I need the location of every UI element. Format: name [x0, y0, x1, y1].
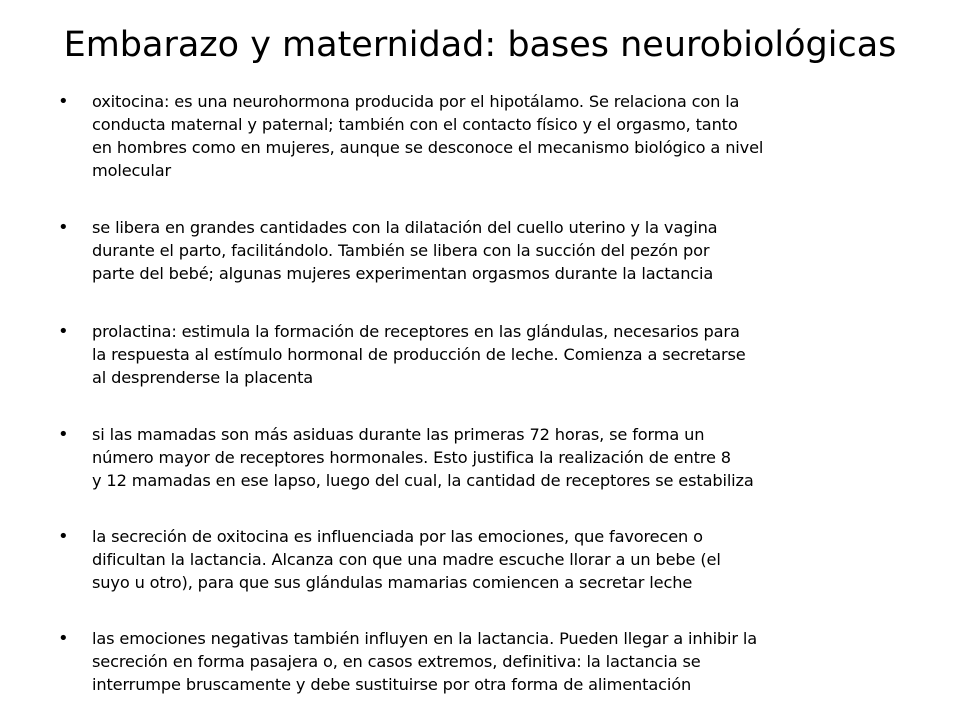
- bullet-line: al desprenderse la placenta: [92, 368, 314, 387]
- bullet-line: suyo u otro), para que sus glándulas mamarias comiencen a secretar leche: [92, 573, 693, 592]
- bullet-marker: •: [58, 424, 69, 445]
- bullet-marker: •: [58, 526, 69, 547]
- slide-title: Embarazo y maternidad: bases neurobiológicas: [63, 25, 897, 65]
- bullet-line: molecular: [92, 161, 172, 180]
- bullet-line: la respuesta al estímulo hormonal de producción de leche. Comienza a secretarse: [92, 345, 746, 364]
- bullet-marker: •: [58, 321, 69, 342]
- bullet-text: [92, 627, 922, 696]
- bullet-marker: •: [58, 628, 69, 649]
- bullet-marker: •: [58, 91, 69, 112]
- bullet-line: en hombres como en mujeres, aunque se desconoce el mecanismo biológico a nivel: [92, 138, 764, 157]
- bullet-line: las emociones negativas también influyen en la lactancia. Pueden llegar a inhibir la: [92, 629, 758, 648]
- bullet-line: se libera en grandes cantidades con la dilatación del cuello uterino y la vagina: [92, 218, 718, 237]
- bullet-line: si las mamadas son más asiduas durante las primeras 72 horas, se forma un: [92, 425, 705, 444]
- bullet-marker: •: [58, 217, 69, 238]
- bullet-line: secreción en forma pasajera o, en casos extremos, definitiva: la lactancia se: [92, 652, 701, 671]
- bullet-line: número mayor de receptores hormonales. Esto justifica la realización de entre 8: [92, 448, 731, 467]
- bullet-line: durante el parto, facilitándolo. También se libera con la succión del pezón por: [92, 241, 710, 260]
- bullet-line: y 12 mamadas en ese lapso, luego del cual, la cantidad de receptores se estabiliza: [92, 471, 754, 490]
- bullet-text: [92, 423, 922, 492]
- bullet-line: dificultan la lactancia. Alcanza con que una madre escuche llorar a un bebe (el: [92, 550, 721, 569]
- bullet-text: [92, 90, 922, 182]
- bullet-text: [92, 525, 922, 594]
- bullet-line: interrumpe bruscamente y debe sustituirse por otra forma de alimentación: [92, 675, 692, 694]
- bullet-line: prolactina: estimula la formación de receptores en las glándulas, necesarios para: [92, 322, 740, 341]
- bullet-line: conducta maternal y paternal; también con el contacto físico y el orgasmo, tanto: [92, 115, 738, 134]
- bullet-text: [92, 216, 922, 285]
- bullet-line: parte del bebé; algunas mujeres experimentan orgasmos durante la lactancia: [92, 264, 714, 283]
- bullet-line: la secreción de oxitocina es influenciada por las emociones, que favorecen o: [92, 527, 703, 546]
- bullet-text: [92, 320, 922, 389]
- bullet-line: oxitocina: es una neurohormona producida por el hipotálamo. Se relaciona con la: [92, 92, 740, 111]
